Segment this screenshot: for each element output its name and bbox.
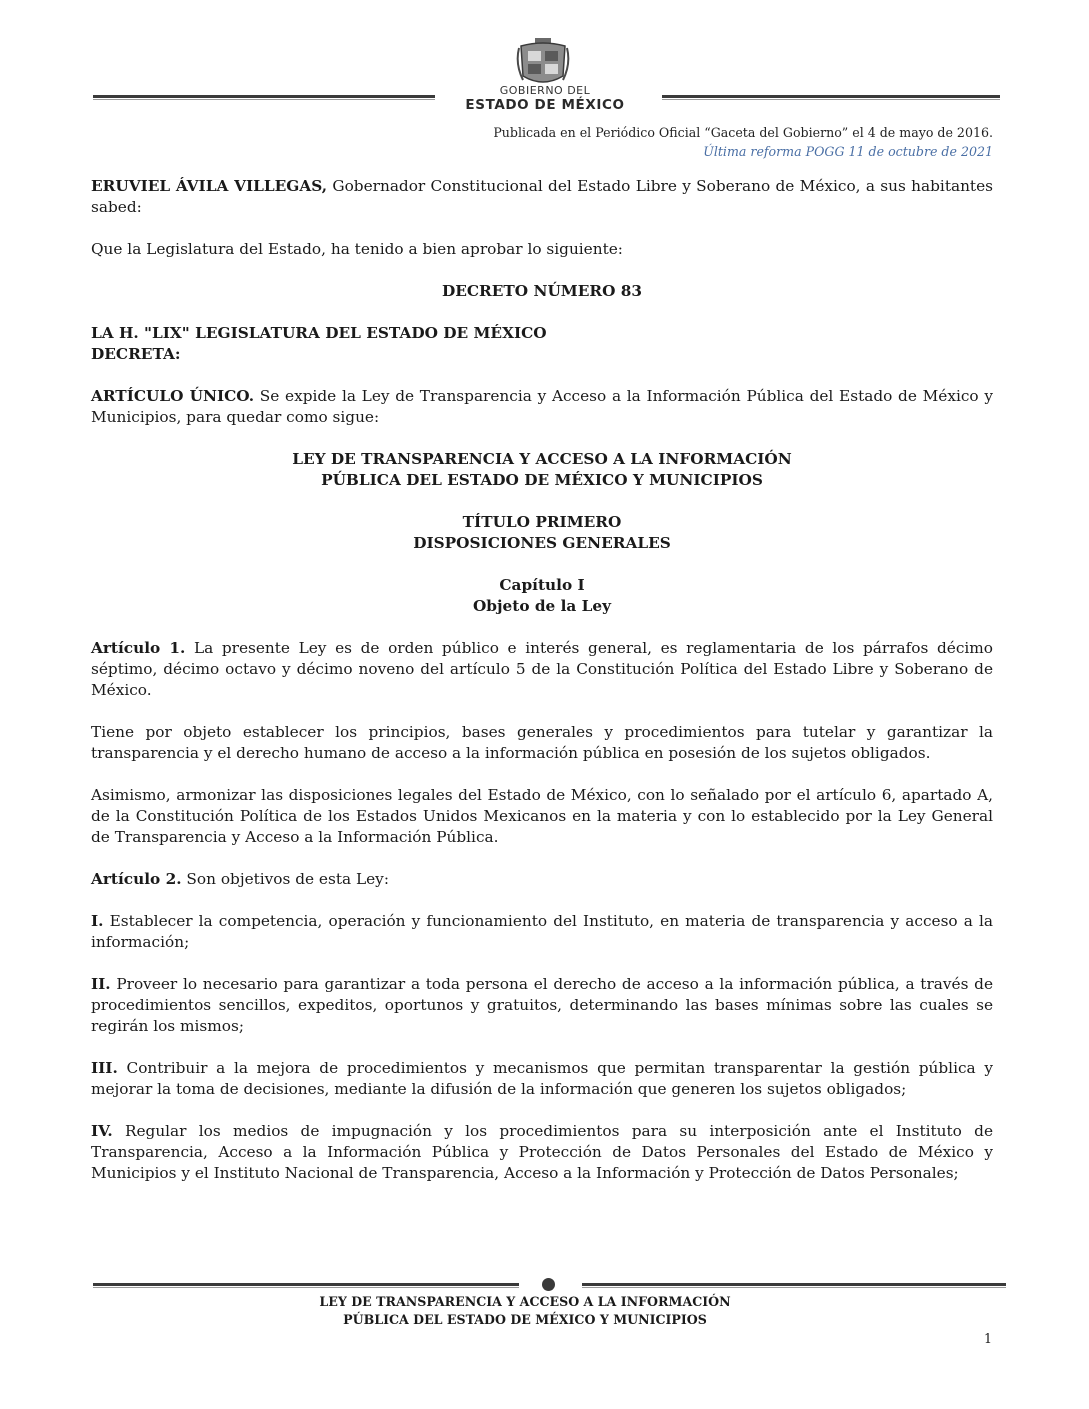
list-item: [91, 974, 993, 1037]
list-item-number: II.: [91, 975, 111, 993]
government-line-1: GOBIERNO DEL: [499, 84, 591, 97]
list-item-text: Establecer la competencia, operación y funcionamiento del Instituto, en materia de transparencia y acceso a la información;: [91, 912, 993, 951]
decree-number: DECRETO NÚMERO 83: [441, 282, 643, 300]
footer-title-line-1: LEY DE TRANSPARENCIA Y ACCESO A LA INFORMACIÓN: [319, 1294, 731, 1309]
article-unique: [91, 386, 993, 428]
article-1-label: Artículo 1.: [91, 639, 186, 657]
list-item-number: III.: [91, 1059, 118, 1077]
article-1-paragraph-3: Asimismo, armonizar las disposiciones legales del Estado de México, con lo señalado por el artículo 6, apartado A, de la Constitución Política de los Estados Unidos Mexicanos en la materia y con lo establecido por la Ley General de Transparencia y Acceso a la Información Pública.: [91, 786, 993, 846]
article-1-paragraph-2: Tiene por objeto establecer los principios, bases generales y procedimientos para tutelar y garantizar la transparencia y el derecho humano de acceso a la información pública en posesión de los sujetos obligados.: [91, 723, 993, 762]
decreta-heading: DECRETA:: [91, 345, 181, 363]
publication-note: Publicada en el Periódico Oficial “Gaceta del Gobierno” el 4 de mayo de 2016.: [493, 125, 993, 140]
list-item-number: I.: [91, 912, 104, 930]
page-number: 1: [983, 1331, 992, 1346]
chapter-heading-1: Capítulo I: [499, 576, 585, 594]
legislature-heading: LA H. "LIX" LEGISLATURA DEL ESTADO DE MÉXICO: [91, 324, 547, 342]
article-2: [91, 869, 993, 890]
footer-rule-right: [582, 1283, 1006, 1286]
footer-rule-left: [93, 1283, 519, 1286]
header-rule-left: [93, 95, 435, 98]
government-line-2: ESTADO DE MÉXICO: [465, 97, 625, 113]
article-2-label: Artículo 2.: [91, 870, 182, 888]
footer-dot-icon: [542, 1278, 555, 1291]
governor-name: ERUVIEL ÁVILA VILLEGAS,: [91, 177, 328, 195]
last-reform-note: Última reforma POGG 11 de octubre de 2021: [703, 144, 993, 159]
state-seal-icon: [515, 36, 571, 88]
list-item-number: IV.: [91, 1122, 113, 1140]
intro-text: Gobernador Constitucional del Estado Libre y Soberano de México, a sus habitantes sabed:: [91, 177, 993, 216]
article-1: [91, 638, 993, 701]
header-rule-right: [662, 95, 1000, 98]
article-unique-label: ARTÍCULO ÚNICO.: [91, 387, 255, 405]
article-2-text: Son objetivos de esta Ley:: [181, 870, 389, 888]
title-heading-1: TÍTULO PRIMERO: [462, 513, 622, 531]
list-item-text: Proveer lo necesario para garantizar a toda persona el derecho de acceso a la información pública, a través de procedimientos sencillos, expeditos, oportunos y gratuitos, determinando las bases mínimas sobre las cuales se regirán los mismos;: [91, 975, 993, 1035]
article-unique-text: Se expide la Ley de Transparencia y Acceso a la Información Pública del Estado de México y Municipios, para quedar como sigue:: [91, 387, 993, 426]
law-title-line-1: LEY DE TRANSPARENCIA Y ACCESO A LA INFORMACIÓN: [292, 450, 792, 468]
list-item-text: Regular los medios de impugnación y los procedimientos para su interposición ante el Instituto de Transparencia, Acceso a la Información Pública y Protección de Datos Personales del Estado de México y Municipios y el Instituto Nacional de Transparencia, Acceso a la Información y Protección de Datos Personales;: [91, 1122, 993, 1182]
title-heading-2: DISPOSICIONES GENERALES: [413, 534, 671, 552]
list-item: [91, 1121, 993, 1184]
law-title-line-2: PÚBLICA DEL ESTADO DE MÉXICO Y MUNICIPIOS: [321, 471, 763, 489]
list-item: [91, 1058, 993, 1100]
intro-paragraph: [91, 176, 993, 218]
chapter-heading-2: Objeto de la Ley: [472, 597, 612, 615]
article-1-text: La presente Ley es de orden público e interés general, es reglamentaria de los párrafos décimo séptimo, décimo octavo y décimo noveno del artículo 5 de la Constitución Política del Estado Libre y Soberano de México.: [91, 639, 993, 699]
list-item: [91, 911, 993, 953]
approval-paragraph: Que la Legislatura del Estado, ha tenido a bien aprobar lo siguiente:: [91, 240, 623, 258]
list-item-text: Contribuir a la mejora de procedimientos y mecanismos que permitan transparentar la gestión pública y mejorar la toma de decisiones, mediante la difusión de la información que generen los sujetos obligados;: [91, 1059, 993, 1098]
document-body: [91, 176, 993, 1205]
footer-title-line-2: PÚBLICA DEL ESTADO DE MÉXICO Y MUNICIPIOS: [343, 1312, 707, 1327]
